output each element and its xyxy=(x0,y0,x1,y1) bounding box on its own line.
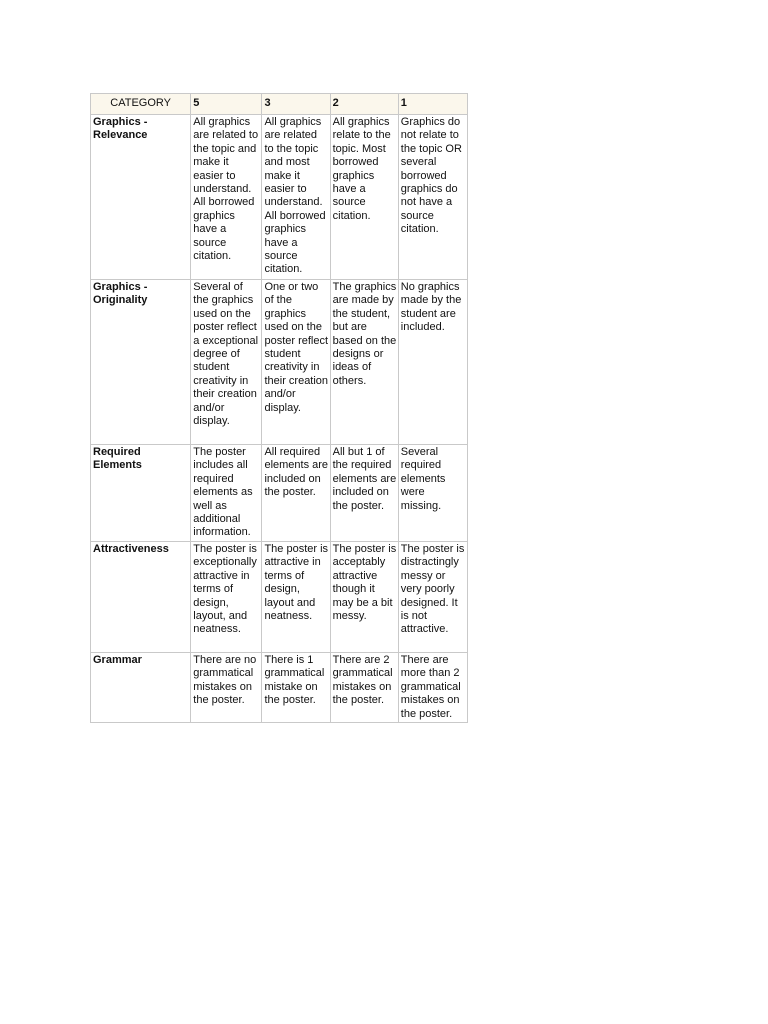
criteria-cell: The poster is attractive in terms of design, layout and neatness. xyxy=(262,542,330,653)
criteria-cell: The poster is distractingly messy or very poorly designed. It is not attractive. xyxy=(398,542,467,653)
rubric-row-graphics-relevance xyxy=(91,115,468,280)
rubric-row-grammar xyxy=(91,653,468,723)
criteria-cell: All graphics are related to the topic and make it easier to understand. All borrowed graphics have a source citation. xyxy=(191,115,262,280)
row-label-grammar: Grammar xyxy=(91,653,191,723)
rubric-row-required-elements xyxy=(91,445,468,542)
criteria-cell: Several of the graphics used on the poster reflect a exceptional degree of student creativity in their creation and/or display. xyxy=(191,280,262,445)
criteria-cell: Several required elements were missing. xyxy=(398,445,467,542)
category-column-header: CATEGORY xyxy=(91,94,191,115)
score-1-header: 1 xyxy=(398,94,467,115)
score-5-header: 5 xyxy=(191,94,262,115)
criteria-cell: There is 1 grammatical mistake on the poster. xyxy=(262,653,330,723)
criteria-cell: The graphics are made by the student, but are based on the designs or ideas of others. xyxy=(330,280,398,445)
criteria-cell: No graphics made by the student are included. xyxy=(398,280,467,445)
criteria-cell: The poster is exceptionally attractive in terms of design, layout, and neatness. xyxy=(191,542,262,653)
score-3-header: 3 xyxy=(262,94,330,115)
row-label-graphics-originality: Graphics - Originality xyxy=(91,280,191,445)
criteria-cell: All but 1 of the required elements are included on the poster. xyxy=(330,445,398,542)
rubric-header-row xyxy=(91,94,468,115)
criteria-cell: There are 2 grammatical mistakes on the poster. xyxy=(330,653,398,723)
rubric-row-graphics-originality xyxy=(91,280,468,445)
criteria-cell: There are more than 2 grammatical mistakes on the poster. xyxy=(398,653,467,723)
criteria-cell: The poster includes all required elements as well as additional information. xyxy=(191,445,262,542)
score-2-header: 2 xyxy=(330,94,398,115)
rubric-row-attractiveness xyxy=(91,542,468,653)
criteria-cell: Graphics do not relate to the topic OR several borrowed graphics do not have a source citation. xyxy=(398,115,467,280)
criteria-cell: There are no grammatical mistakes on the poster. xyxy=(191,653,262,723)
criteria-cell: All required elements are included on the poster. xyxy=(262,445,330,542)
row-label-required-elements: Required Elements xyxy=(91,445,191,542)
criteria-cell: All graphics are related to the topic and most make it easier to understand. All borrowed graphics have a source citation. xyxy=(262,115,330,280)
criteria-cell: The poster is acceptably attractive though it may be a bit messy. xyxy=(330,542,398,653)
rubric-table xyxy=(90,93,468,723)
criteria-cell: One or two of the graphics used on the poster reflect student creativity in their creation and/or display. xyxy=(262,280,330,445)
criteria-cell: All graphics relate to the topic. Most borrowed graphics have a source citation. xyxy=(330,115,398,280)
row-label-attractiveness: Attractiveness xyxy=(91,542,191,653)
row-label-graphics-relevance: Graphics - Relevance xyxy=(91,115,191,280)
